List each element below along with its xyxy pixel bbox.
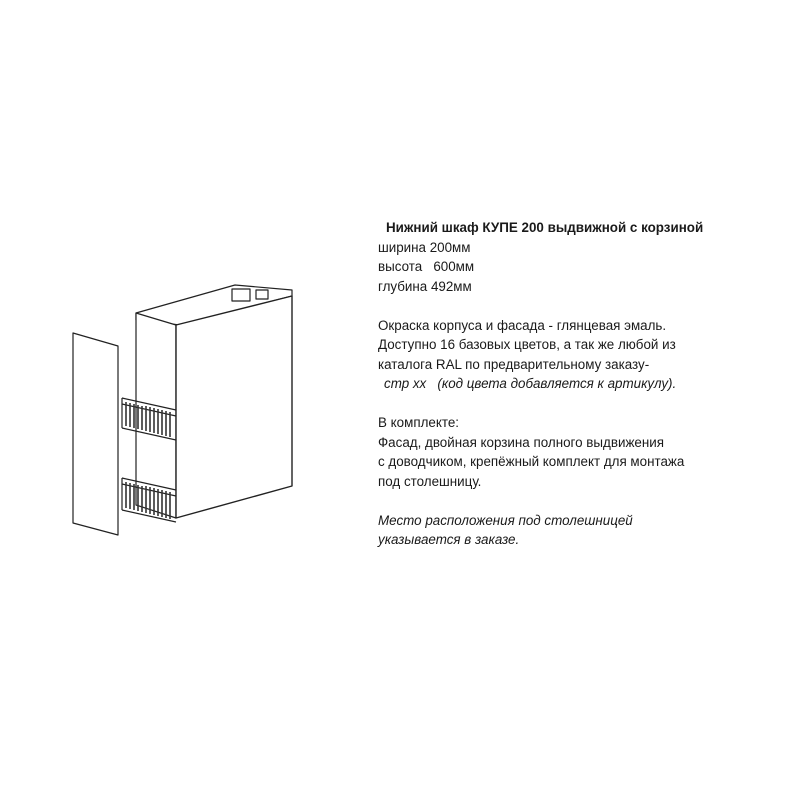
- finish-line-2: Доступно 16 базовых цветов, а так же любой из: [378, 337, 676, 352]
- mounting-bracket-2: [256, 290, 268, 299]
- kit-line-1: Фасад, двойная корзина полного выдвижения: [378, 434, 664, 450]
- dimension-height: высота 600мм: [378, 259, 475, 274]
- cabinet-facade: [176, 296, 292, 518]
- dimension-width: ширина 200мм: [378, 239, 471, 255]
- mounting-bracket: [232, 289, 250, 301]
- note-line-2: указывается в заказе.: [378, 532, 520, 547]
- kit-heading: В комплекте:: [378, 415, 459, 430]
- finish-line-1: Окраска корпуса и фасада - глянцевая эмаль.: [378, 317, 667, 333]
- dimension-depth: глубина 492мм: [378, 278, 472, 294]
- note-line-1: Место расположения под столешницей: [378, 512, 633, 528]
- side-panel: [73, 333, 118, 535]
- kit-line-3: под столешницу.: [378, 473, 482, 489]
- product-title: Нижний шкаф КУПЕ 200 выдвижной с корзиной: [386, 220, 704, 235]
- product-description: [378, 218, 778, 550]
- finish-line-4: стр хх (код цвета добавляется к артикулу).: [384, 376, 677, 391]
- cabinet-drawing: [60, 270, 310, 550]
- finish-line-3: каталога RAL по предварительному заказу-: [378, 356, 650, 372]
- kit-line-2: с доводчиком, крепёжный комплект для монтажа: [378, 454, 685, 469]
